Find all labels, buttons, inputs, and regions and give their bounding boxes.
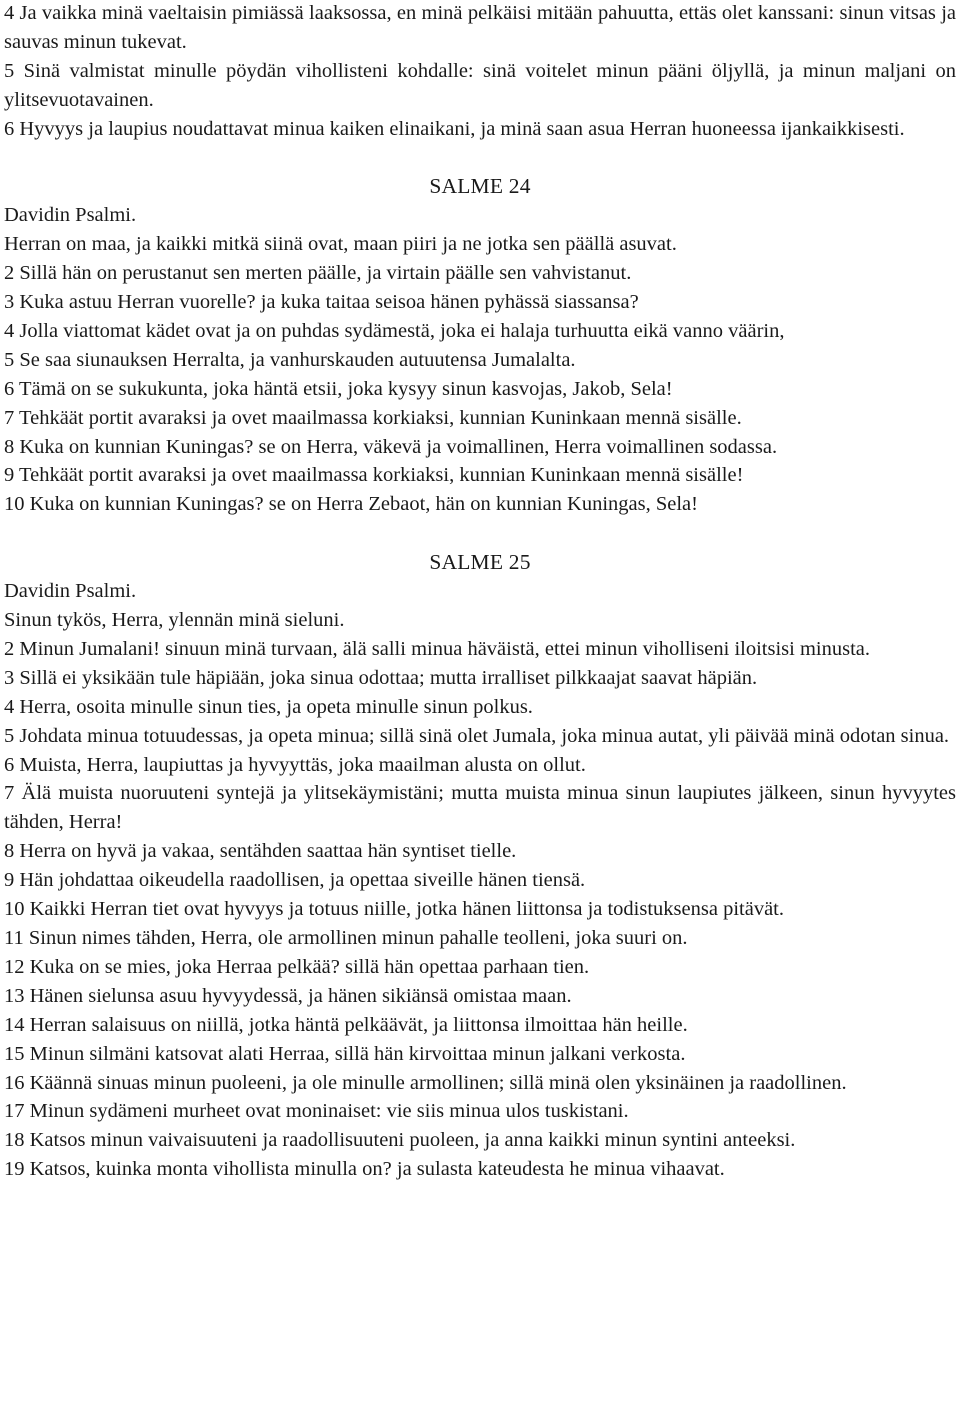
- verse-paragraph: 9 Tehkäät portit avaraksi ja ovet maailmassa korkiaksi, kunnian Kuninkaan mennä sisälle!: [4, 464, 744, 487]
- verse-paragraph: 5 Se saa siunauksen Herralta, ja vanhurskauden autuutensa Jumalalta.: [4, 348, 576, 371]
- psalm-subtitle: Davidin Psalmi.: [4, 580, 137, 603]
- blank-line: [4, 144, 956, 173]
- verse-paragraph: 12 Kuka on se mies, joka Herraa pelkää? sillä hän opettaa parhaan tien.: [4, 955, 590, 978]
- verse-paragraph: 4 Ja vaikka minä vaeltaisin pimiässä laaksossa, en minä pelkäisi mitään pahuutta, ettäs olet kanssani: sinun vitsas ja sauvas minun tukevat.: [4, 2, 956, 53]
- verse-paragraph: 11 Sinun nimes tähden, Herra, ole armollinen minun pahalle teolleni, joka suuri on.: [4, 926, 688, 949]
- verse-paragraph: 10 Kaikki Herran tiet ovat hyvyys ja totuus niille, jotka hänen liittonsa ja todistuksensa pitävät.: [4, 898, 784, 921]
- verse-paragraph: Sinun tykös, Herra, ylennän minä sieluni.: [4, 609, 345, 631]
- verse-paragraph: 13 Hänen sielunsa asuu hyvyydessä, ja hänen sikiänsä omistaa maan.: [4, 984, 572, 1007]
- verse-paragraph: 4 Herra, osoita minulle sinun ties, ja opeta minulle sinun polkus.: [4, 695, 533, 718]
- verse-paragraph: 6 Hyvyys ja laupius noudattavat minua kaiken elinaikani, ja minä saan asua Herran huoneessa ijankaikkisesti.: [4, 117, 905, 140]
- verse-paragraph: 7 Tehkäät portit avaraksi ja ovet maailmassa korkiaksi, kunnian Kuninkaan mennä sisälle.: [4, 406, 742, 429]
- psalm-heading: SALME 24: [429, 174, 531, 199]
- verse-paragraph: 14 Herran salaisuus on niillä, jotka häntä pelkäävät, ja liittonsa ilmoittaa hän heille.: [4, 1013, 688, 1036]
- psalm-subtitle: Davidin Psalmi.: [4, 204, 137, 227]
- verse-paragraph: 17 Minun sydämeni murheet ovat moninaiset: vie siis minua ulos tuskistani.: [4, 1100, 629, 1123]
- blank-line: [4, 519, 956, 548]
- verse-paragraph: 9 Hän johdattaa oikeudella raadollisen, ja opettaa siveille hänen tiensä.: [4, 869, 586, 892]
- verse-paragraph: 5 Sinä valmistat minulle pöydän vihollisteni kohdalle: sinä voitelet minun pääni öljyllä, ja minun maljani on ylitsevuotavainen.: [4, 59, 956, 111]
- verse-paragraph: 8 Kuka on kunnian Kuningas? se on Herra, väkevä ja voimallinen, Herra voimallinen sodassa.: [4, 435, 778, 458]
- verse-paragraph: 5 Johdata minua totuudessas, ja opeta minua; sillä sinä olet Jumala, joka minua autat, yli päivää minä odotan sinua.: [4, 724, 950, 747]
- verse-paragraph: 3 Kuka astuu Herran vuorelle? ja kuka taitaa seisoa hänen pyhässä siassansa?: [4, 291, 639, 314]
- psalm-heading: SALME 25: [429, 550, 531, 575]
- document-page: [4, 0, 956, 1184]
- verse-paragraph: 3 Sillä ei yksikään tule häpiään, joka sinua odottaa; mutta irralliset pilkkaajat saavat häpiän.: [4, 666, 758, 689]
- verse-paragraph: 2 Minun Jumalani! sinuun minä turvaan, älä salli minua häväistä, ettei minun viholliseni iloitsisi minusta.: [4, 637, 871, 660]
- verse-paragraph: 18 Katsos minun vaivaisuuteni ja raadollisuuteni puoleen, ja anna kaikki minun syntini anteeksi.: [4, 1129, 796, 1152]
- verse-paragraph: 6 Muista, Herra, laupiuttas ja hyvyyttäs, joka maailman alusta on ollut.: [4, 753, 586, 776]
- verse-paragraph: 8 Herra on hyvä ja vakaa, sentähden saattaa hän syntiset tielle.: [4, 840, 517, 863]
- verse-paragraph: 15 Minun silmäni katsovat alati Herraa, sillä hän kirvoittaa minun jalkani verkosta.: [4, 1042, 686, 1065]
- verse-paragraph: 4 Jolla viattomat kädet ovat ja on puhdas sydämestä, joka ei halaja turhuutta eikä vanno väärin,: [4, 319, 785, 342]
- verse-paragraph: 16 Käännä sinuas minun puoleeni, ja ole minulle armollinen; sillä minä olen yksinäinen ja raadollinen.: [4, 1071, 847, 1094]
- verse-paragraph: Herran on maa, ja kaikki mitkä siinä ovat, maan piiri ja ne jotka sen päällä asuvat.: [4, 233, 677, 256]
- verse-paragraph: 7 Älä muista nuoruuteni syntejä ja ylitsekäymistäni; mutta muista minua sinun laupiutes jälkeen, sinun hyvyytes tähden, Herra!: [4, 782, 956, 834]
- verse-paragraph: 6 Tämä on se sukukunta, joka häntä etsii, joka kysyy sinun kasvojas, Jakob, Sela!: [4, 377, 673, 400]
- verse-paragraph: 19 Katsos, kuinka monta vihollista minulla on? ja sulasta kateudesta he minua vihaavat.: [4, 1158, 725, 1181]
- verse-paragraph: 10 Kuka on kunnian Kuningas? se on Herra Zebaot, hän on kunnian Kuningas, Sela!: [4, 493, 698, 516]
- verse-paragraph: 2 Sillä hän on perustanut sen merten päälle, ja virtain päälle sen vahvistanut.: [4, 262, 632, 285]
